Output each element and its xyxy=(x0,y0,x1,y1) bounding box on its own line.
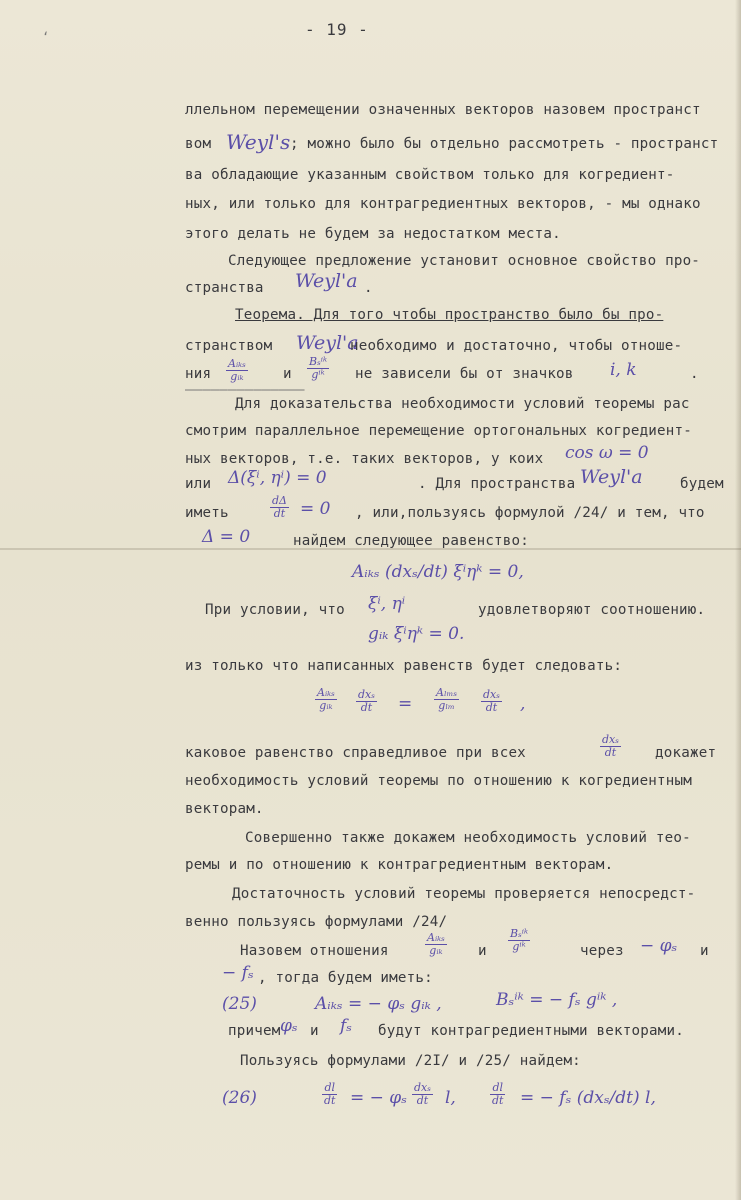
text-line: будем xyxy=(680,476,724,492)
fraction-dx-dt xyxy=(356,689,377,714)
fraction-dl-dt xyxy=(490,1082,505,1107)
text-line: Следующее предложение установит основное свойство про- xyxy=(228,253,701,269)
text-line: странством xyxy=(185,338,273,354)
text-line: При условии, что xyxy=(205,602,345,618)
period: . xyxy=(690,366,699,382)
handwritten-eq-zero: = 0 xyxy=(300,499,331,519)
fraction-dx-dt xyxy=(412,1082,433,1107)
handwritten-minus-f: − fₛ xyxy=(222,963,254,983)
handwritten-weyla: Weyl'a xyxy=(580,466,643,488)
numerator: Aₗₘₛ xyxy=(436,686,458,699)
text-line: ; можно было бы отдельно рассмотреть - пространст xyxy=(290,136,719,152)
fraction-a-over-g xyxy=(425,932,447,957)
numerator: dxₛ xyxy=(358,688,375,701)
period: . xyxy=(364,280,373,296)
text-line: каковое равенство справедливое при всех xyxy=(185,745,526,761)
numerator: Aᵢₖₛ xyxy=(228,357,246,370)
numerator: Bₛⁱᵏ xyxy=(309,355,328,368)
text-line: и xyxy=(478,943,487,959)
denominator: gᵢₖ xyxy=(319,699,333,712)
denominator: gᵢₖ xyxy=(230,370,244,383)
fraction-b-over-g xyxy=(508,928,530,953)
denominator: gⁱᵏ xyxy=(311,368,325,381)
numerator: dl xyxy=(324,1081,336,1094)
text-line: ллельном перемещении означенных векторов назовем пространст xyxy=(185,102,701,118)
text-line: Теорема. Для того чтобы пространство было бы про- xyxy=(235,307,664,323)
text-line: или xyxy=(185,476,212,492)
text-line: , тогда будем иметь: xyxy=(258,970,433,986)
fraction-dx-dt xyxy=(481,689,502,714)
fraction-dx-dt xyxy=(600,734,621,759)
handwritten-equation: = − fₛ (dxₛ/dt) l, xyxy=(520,1088,656,1108)
text-line: ных векторов, т.е. таких векторов, у коих xyxy=(185,451,544,467)
text-line: ва обладающие указанным свойством только для когредиент- xyxy=(185,167,675,183)
text-line: ремы и по отношению к контрагредиентным векторам. xyxy=(185,857,614,873)
comma: , xyxy=(520,694,526,714)
handwritten-equation: Aᵢₖₛ (dxₛ/dt) ξⁱηᵏ = 0, xyxy=(352,562,524,582)
denominator: dt xyxy=(485,701,498,714)
numerator: dxₛ xyxy=(483,688,500,701)
denominator: gᵢₖ xyxy=(429,944,443,957)
text-line: удовлетворяют соотношению. xyxy=(478,602,706,618)
handwritten-equation: Bₛⁱᵏ = − fₛ gⁱᵏ , xyxy=(496,990,618,1010)
text-line: венно пользуясь формулами /24/ xyxy=(185,914,448,930)
text-line: Для доказательства необходимости условий теоремы рас xyxy=(235,396,690,412)
text-line: Достаточность условий теоремы проверяется непосредст- xyxy=(232,886,696,902)
denominator: dt xyxy=(416,1094,429,1107)
margin-mark: ‘ xyxy=(42,30,50,44)
text-line: и xyxy=(700,943,709,959)
denominator: dt xyxy=(324,1094,336,1107)
fraction-dl-dt xyxy=(322,1082,337,1107)
page-number: - 19 - xyxy=(305,20,369,39)
fraction-a-over-g xyxy=(315,687,337,712)
numerator: dl xyxy=(492,1081,504,1094)
numerator: Aᵢₖₛ xyxy=(427,931,445,944)
text-line: необходимо и достаточно, чтобы отноше- xyxy=(350,338,683,354)
text-line: смотрим параллельное перемещение ортогональных когредиент- xyxy=(185,423,693,439)
handwritten-weyla: Weyl'a xyxy=(296,332,359,354)
text-line: будут контрагредиентными векторами. xyxy=(378,1023,684,1039)
equation-label: (26) xyxy=(222,1088,257,1108)
denominator: dt xyxy=(604,746,617,759)
fraction-ddelta-dt xyxy=(270,495,289,520)
equation-label: (25) xyxy=(222,994,257,1014)
handwritten-f: fₛ xyxy=(340,1016,353,1036)
text-line: вом xyxy=(185,136,212,152)
text-line: найдем следующее равенство: xyxy=(293,533,530,549)
handwritten-weyls: Weyl's xyxy=(226,130,291,154)
handwritten-indices: i, k xyxy=(610,360,637,380)
handwritten-condition: gᵢₖ ξⁱηᵏ = 0. xyxy=(368,624,465,644)
handwritten-weyla: Weyl'a xyxy=(295,270,358,292)
text-line: Совершенно также докажем необходимость условий тео- xyxy=(245,830,691,846)
text-line: Назовем отношения xyxy=(240,943,389,959)
rule-line: —————————————— xyxy=(185,382,305,398)
text-line: и xyxy=(310,1023,319,1039)
numerator: dxₛ xyxy=(414,1081,431,1094)
denominator: dt xyxy=(492,1094,504,1107)
fraction-a-over-g xyxy=(434,687,459,712)
text-line: , или,пользуясь формулой /24/ и тем, что xyxy=(355,505,705,521)
handwritten-phi: φₛ xyxy=(280,1016,298,1036)
text-line: странства xyxy=(185,280,264,296)
text-line: не зависели бы от значков xyxy=(355,366,574,382)
equals-sign: = xyxy=(398,694,413,714)
fraction-a-over-g xyxy=(226,358,248,383)
denominator: gₗₘ xyxy=(438,699,455,712)
denominator: dt xyxy=(360,701,373,714)
text-line: иметь xyxy=(185,505,229,521)
handwritten-delta-zero: Δ = 0 xyxy=(202,527,251,547)
denominator: gⁱᵏ xyxy=(512,940,526,953)
text-line: Пользуясь формулами /2I/ и /25/ найдем: xyxy=(240,1053,581,1069)
numerator: dxₛ xyxy=(602,733,619,746)
handwritten-equation: l, xyxy=(445,1088,456,1108)
numerator: Aᵢₖₛ xyxy=(317,686,335,699)
handwritten-equation: = − φₛ xyxy=(350,1088,407,1108)
handwritten-delta: Δ(ξⁱ, ηⁱ) = 0 xyxy=(228,468,327,488)
numerator: dΔ xyxy=(272,494,287,507)
page-edge xyxy=(735,0,741,1200)
handwritten-xi-eta: ξⁱ, ηⁱ xyxy=(368,594,406,614)
fraction-b-over-g xyxy=(307,356,329,381)
text-line: причем xyxy=(228,1023,281,1039)
text-line: векторам. xyxy=(185,801,264,817)
text-line: докажет xyxy=(655,745,717,761)
denominator: dt xyxy=(273,507,286,520)
handwritten-cos: cos ω = 0 xyxy=(565,443,649,463)
text-line: ния xyxy=(185,366,212,382)
text-line: необходимость условий теоремы по отношению к когредиентным xyxy=(185,773,693,789)
text-line: и xyxy=(283,366,292,382)
text-line: из только что написанных равенств будет следовать: xyxy=(185,658,623,674)
text-line: этого делать не будем за недостатком места. xyxy=(185,226,561,242)
handwritten-equation: Aᵢₖₛ = − φₛ gᵢₖ , xyxy=(315,994,442,1014)
numerator: Bₛⁱᵏ xyxy=(510,927,529,940)
text-line: ных, или только для контрагредиентных векторов, - мы однако xyxy=(185,196,701,212)
handwritten-minus-phi: − φₛ xyxy=(640,936,678,956)
text-line: через xyxy=(580,943,624,959)
text-line: . Для пространства xyxy=(418,476,576,492)
